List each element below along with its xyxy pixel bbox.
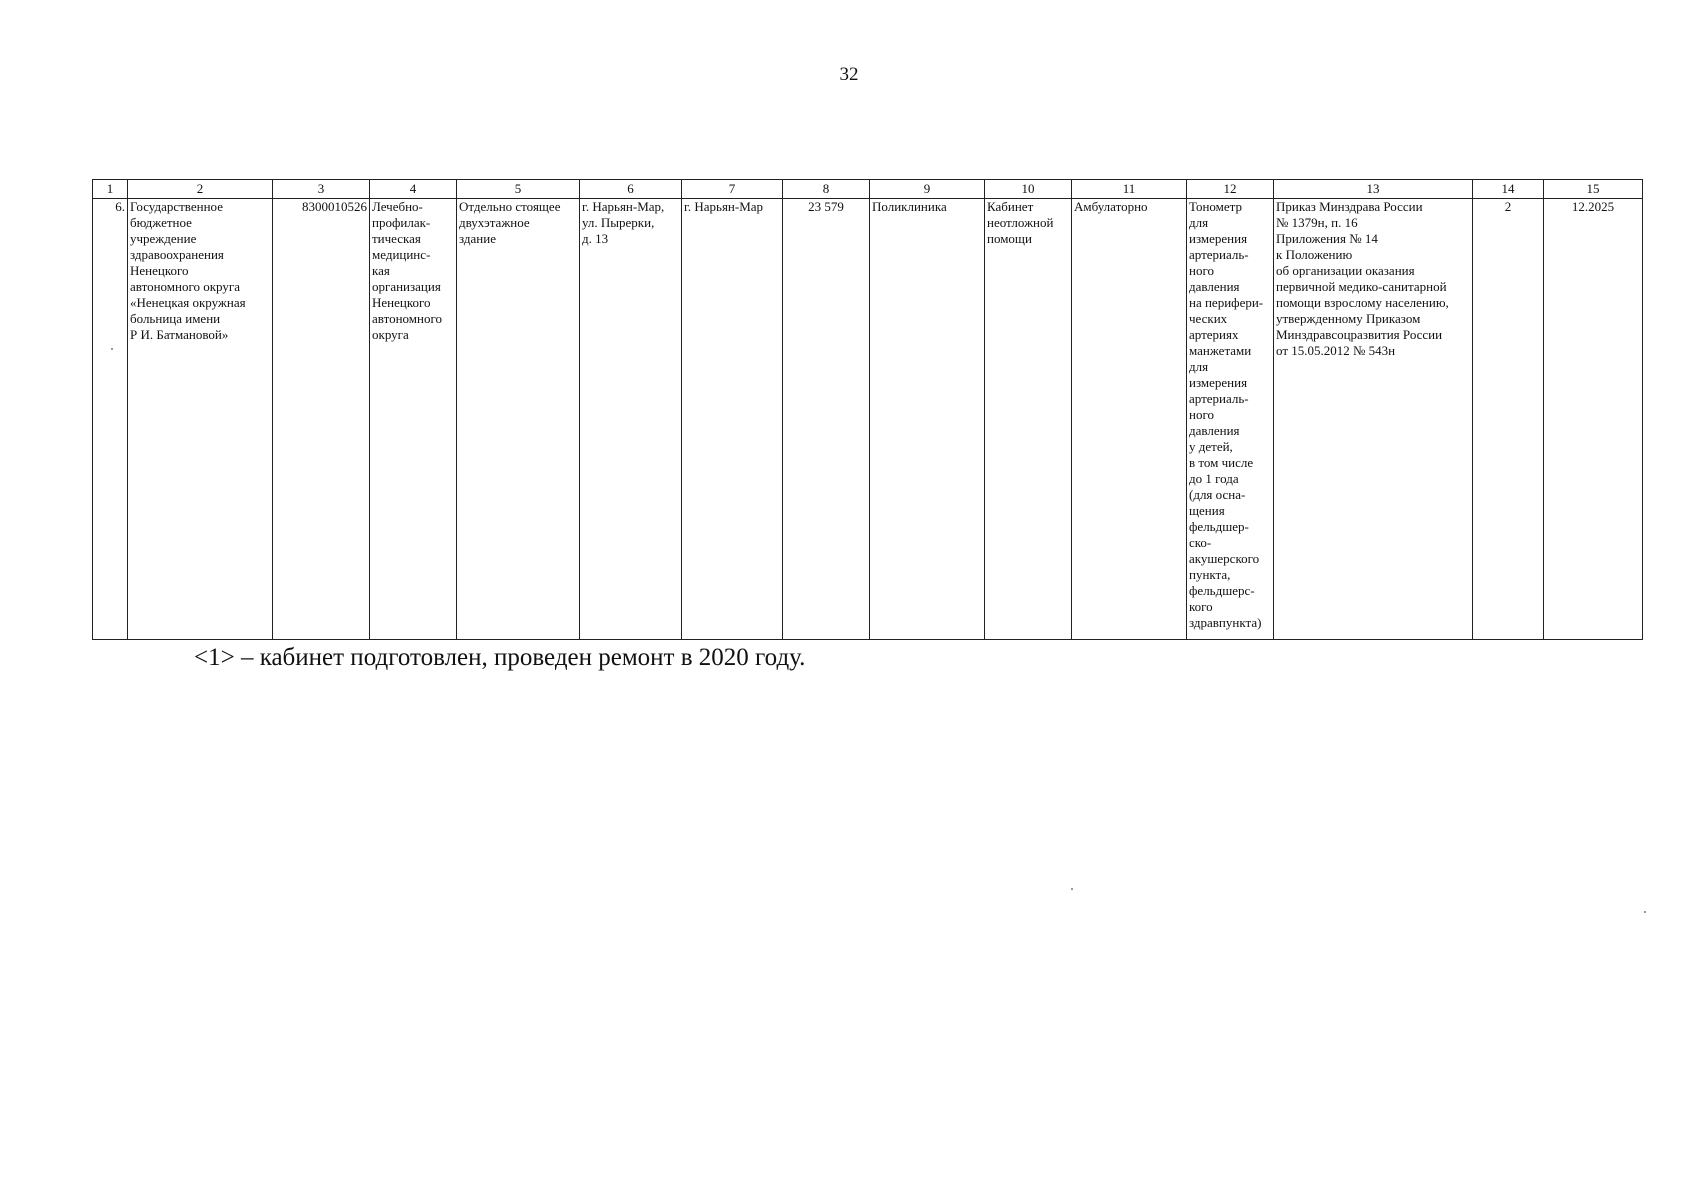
column-number-8: 8 xyxy=(783,180,870,199)
cell-equipment: Тонометр для измерения артериаль- ного давления на перифери- ческих артериях манжетами для измерения артериаль- ного давления у детей, в том числе до 1 года (для осна- щения фельдшер- ско- акушерского пункта, фельдшерс- кого здравпункта) xyxy=(1187,199,1274,640)
column-number-1: 1 xyxy=(93,180,128,199)
cell-organization-type: Лечебно- профилак- тическая медицинс- кая организация Ненецкого автономного округа xyxy=(370,199,457,640)
cell-address: г. Нарьян-Мар, ул. Пырерки, д. 13 xyxy=(580,199,682,640)
cell-room: Кабинет неотложной помощи xyxy=(985,199,1072,640)
cell-date: 12.2025 xyxy=(1544,199,1643,640)
column-number-10: 10 xyxy=(985,180,1072,199)
column-number-15: 15 xyxy=(1544,180,1643,199)
cell-division: Поликлиника xyxy=(870,199,985,640)
column-number-11: 11 xyxy=(1072,180,1187,199)
cell-population: 23 579 xyxy=(783,199,870,640)
cell-quantity: 2 xyxy=(1473,199,1544,640)
column-number-2: 2 xyxy=(128,180,273,199)
scan-speck xyxy=(1644,911,1646,913)
cell-care-conditions: Амбулаторно xyxy=(1072,199,1187,640)
column-number-9: 9 xyxy=(870,180,985,199)
cell-inn: 8300010526 xyxy=(273,199,370,640)
cell-building-type: Отдельно стоящее двухэтажное здание xyxy=(457,199,580,640)
footnote: <1> – кабинет подготовлен, проведен ремонт в 2020 году. xyxy=(194,644,806,671)
cell-regulation: Приказ Минздрава России № 1379н, п. 16 Приложения № 14 к Положению об организации оказания первичной медико-санитарной помощи взрослому населению, утвержденному Приказом Минздравсоцразвития России от 15.05.2012 № 543н xyxy=(1274,199,1473,640)
scan-speck xyxy=(111,348,113,350)
cell-row-number: 6. xyxy=(93,199,128,640)
column-number-14: 14 xyxy=(1473,180,1544,199)
column-number-6: 6 xyxy=(580,180,682,199)
data-table xyxy=(92,179,1643,640)
column-number-12: 12 xyxy=(1187,180,1274,199)
column-number-4: 4 xyxy=(370,180,457,199)
cell-locality: г. Нарьян-Мар xyxy=(682,199,783,640)
scan-speck xyxy=(1071,888,1073,890)
table-row xyxy=(93,199,1643,640)
table-header-row xyxy=(93,180,1643,199)
column-number-3: 3 xyxy=(273,180,370,199)
page-number: 32 xyxy=(839,64,859,85)
column-number-13: 13 xyxy=(1274,180,1473,199)
column-number-7: 7 xyxy=(682,180,783,199)
column-number-5: 5 xyxy=(457,180,580,199)
cell-organization-name: Государственное бюджетное учреждение здравоохранения Ненецкого автономного округа «Ненецкая окружная больница имени Р И. Батмановой» xyxy=(128,199,273,640)
